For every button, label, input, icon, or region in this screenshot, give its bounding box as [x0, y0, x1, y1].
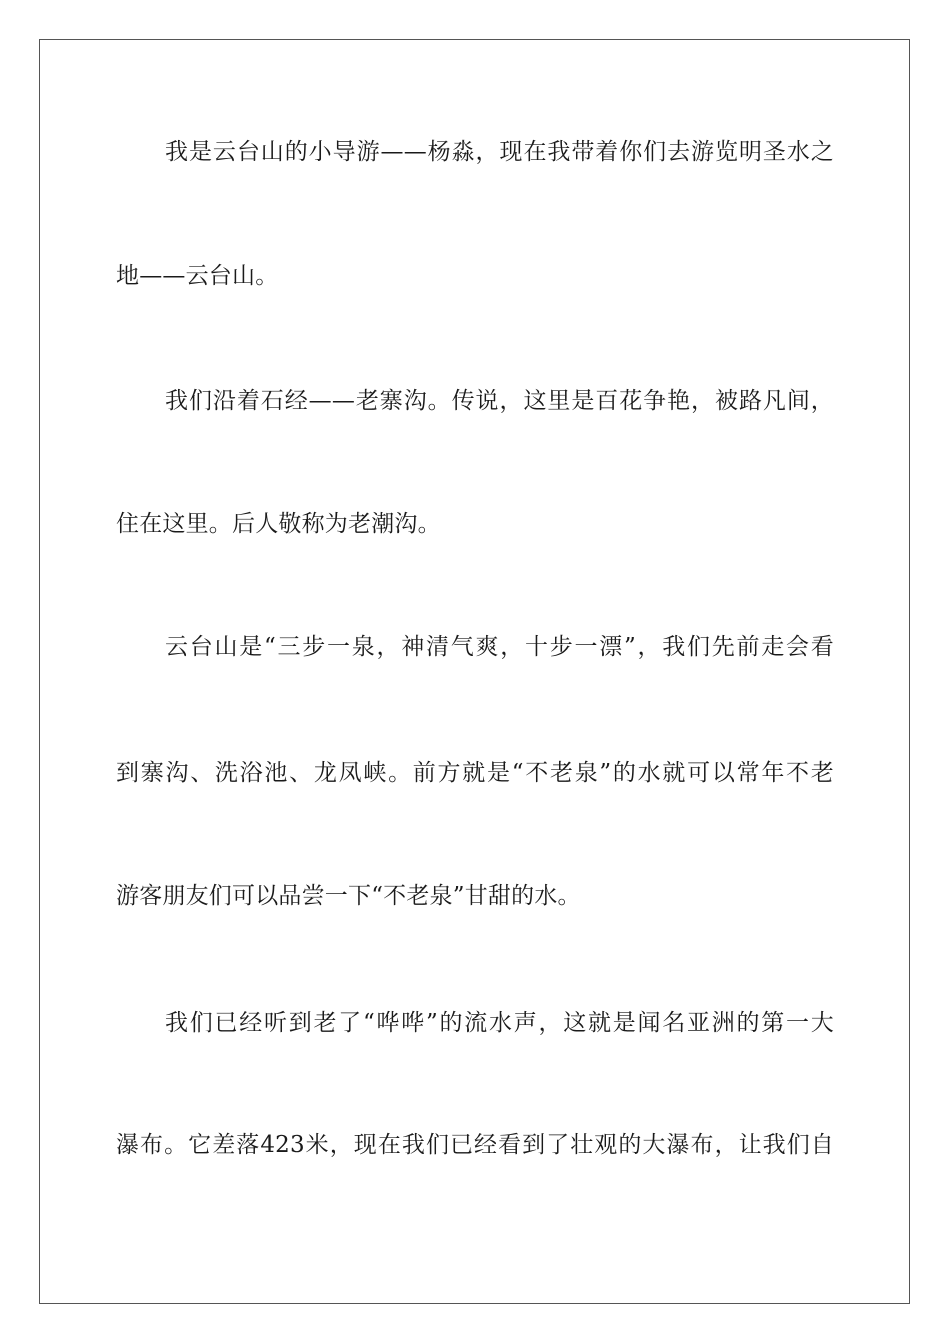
paragraph-3-line-1: 云台山是“三步一泉，神清气爽，十步一漂”，我们先前走会看 [165, 634, 834, 660]
paragraph-2-line-1: 我们沿着石经——老寨沟。传说，这里是百花争艳，被路凡间， [165, 388, 834, 414]
paragraph-4-line-1: 我们已经听到老了“哗哗”的流水声，这就是闻名亚洲的第一大 [165, 1010, 834, 1036]
paragraph-3-line-2: 到寨沟、洗浴池、龙凤峡。前方就是“不老泉”的水就可以常年不老 [116, 760, 834, 786]
page-border [39, 39, 910, 1304]
paragraph-1-line-2: 地——云台山。 [116, 263, 279, 289]
paragraph-4-line-2: 瀑布。它差落423米，现在我们已经看到了壮观的大瀑布，让我们自 [116, 1132, 834, 1158]
paragraph-3-line-3: 游客朋友们可以品尝一下“不老泉”甘甜的水。 [116, 883, 581, 909]
paragraph-1-line-1: 我是云台山的小导游——杨淼，现在我带着你们去游览明圣水之 [165, 139, 834, 165]
paragraph-2-line-2: 住在这里。后人敬称为老潮沟。 [116, 511, 441, 537]
